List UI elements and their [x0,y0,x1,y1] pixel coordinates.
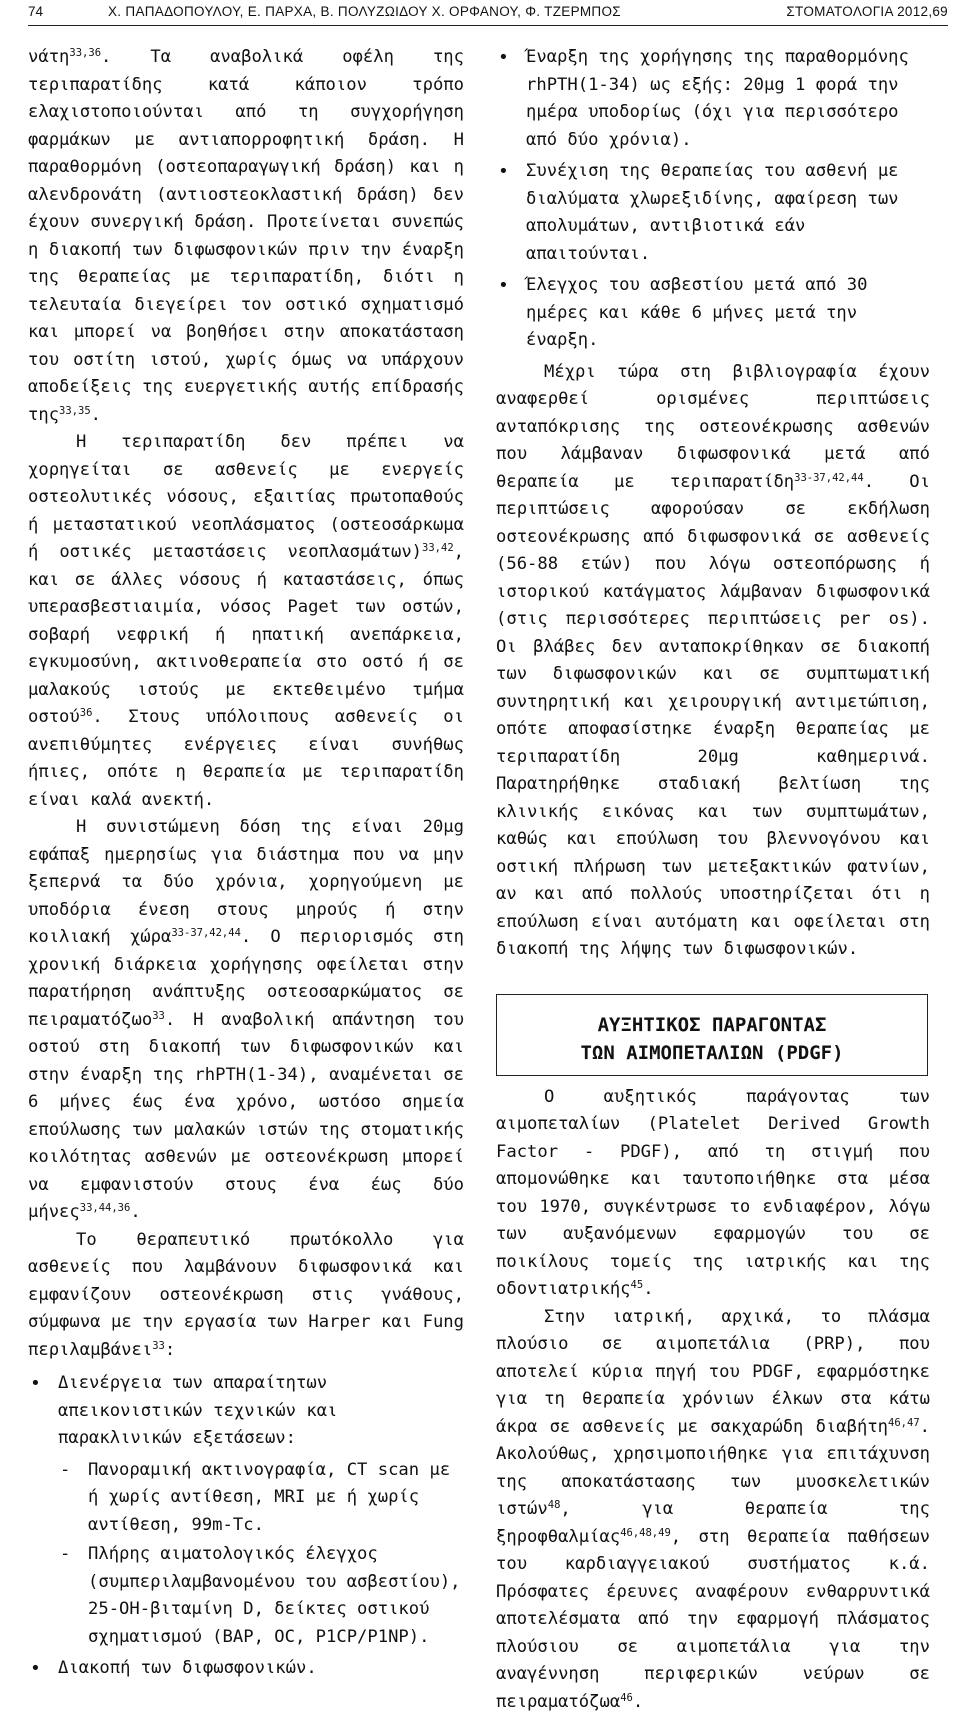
text-run: . Τα αναβολικά οφέλη της τεριπαρατίδης κατά κάποιον τρόπο ελαχιστοποιούνται από τη συγχορήγηση φαρμάκων με αντιαπορροφητική δράση. Η παραθορμόνη (οστεοπαραγωγική δράση) και η αλενδρονάτη (αντιοστεοκλαστική δράση) δεν έχουν συνεργική δράση. Προτείνεται συνεπώς η διακοπή των διφωσφονικών πριν την έναρξη της θεραπείας με τεριπαρατίδη, διότι η τελευταία διεγείρει τον οστικό σχηματισμό και μπορεί να βοηθήσει στην αποκατάσταση του οστίτη ιστού, χωρίς όμως να υπάρχουν αποδείξεις της ευεργετικής αυτής επίδρασής της [28,47,464,425]
text-run: Μέχρι τώρα στη βιβλιογραφία έχουν αναφερθεί ορισμένες περιπτώσεις ανταπόκρισης της οστεονέκρωσης ασθενών που λάμβαναν διφωσφονικά μετά από θεραπεία με τεριπαρατίδη [496,362,930,492]
citation-ref: 33,35 [59,405,91,417]
citation-ref: 48 [548,1499,561,1511]
citation-ref: 33-37,42,44 [794,472,864,484]
text-run: . [91,405,101,425]
text-run: , για θεραπεία της ξηροφθαλμίας [496,1499,930,1547]
citation-ref: 33,44,36 [80,1202,131,1214]
text-run: . Ακολούθως, χρησιμοποιήθηκε για επιτάχυνση της αποκατάστασης των μυοσκελετικών ιστών [496,1417,930,1520]
paragraph [496,359,930,964]
text-run: , στη θεραπεία παθήσεων του καρδιαγγειακού συστήματος κ.ά. Πρόσφατες έρευνες αναφέρουν ενθαρρυντικά αποτελέσματα από την εφαρμογή πλάσματος πλούσιου σε αιμοπετάλια για την αναγέννηση περιφερικών νεύρων σε πειραματόζωα [496,1527,930,1712]
sub-list [58,1457,464,1652]
citation-ref: 46,47 [888,1417,920,1429]
text-run: : [165,1340,175,1360]
paragraph [28,814,464,1227]
section-heading-line: ΑΥΞΗΤΙΚΟΣ ΠΑΡΑΓΟΝΤΑΣ [505,1011,919,1039]
text-run: Η τεριπαρατίδη δεν πρέπει να χορηγείται σε ασθενείς με ενεργείς οστεολυτικές νόσους, εξαιτίας πρωτοπαθούς ή μεταστατικού νεοπλάσματος (οστεοσάρκωμα ή οστικές μεταστάσεις νεοπλασμάτων) [28,432,464,562]
protocol-list [28,1370,464,1683]
text-run: . [633,1692,643,1712]
sub-list-item: - Πλήρης αιματολογικός έλεγχος (συμπεριλαμβανομένου του ασβεστίου), 25-OH-βιταμίνη D, δείκτες οστικού σχηματισμού (BAP, OC, P1CP/P1NP). [58,1541,464,1651]
header-journal: ΣΤΟΜΑΤΟΛΟΓΙΑ 2012,69 [786,4,948,19]
citation-ref: 33 [152,1010,165,1022]
header-rule [28,25,948,26]
citation-ref: 33 [152,1340,165,1352]
citation-ref: 36 [80,707,93,719]
citation-ref: 33,42 [422,542,454,554]
paragraph [496,1304,930,1716]
list-item: • Έναρξη της χορήγησης της παραθορμόνης rhPTH(1-34) ως εξής: 20μg 1 φορά την ημέρα υποδορίως (όχι για περισσότερο από δύο χρόνια). [496,44,930,154]
protocol-list-continued [496,44,930,355]
text-run: νάτη [28,47,69,67]
running-header [28,0,948,26]
list-item [28,1370,464,1651]
list-item-text: Διενέργεια των απαραίτητων απεικονιστικών τεχνικών και παρακλινικών εξετάσεων: [58,1373,337,1448]
text-run: . [643,1279,653,1299]
paragraph [496,1084,930,1304]
paragraph [28,1227,464,1365]
text-run: Το θεραπευτικό πρωτόκολλο για ασθενείς που λαμβάνουν διφωσφονικά και εμφανίζουν οστεονέκρωση στις γνάθους, σύμφωνα με την εργασία των Harper και Fung περιλαμβάνει [28,1230,464,1360]
section-heading-line: ΤΩΝ ΑΙΜΟΠΕΤΑΛΙΩΝ (PDGF) [505,1039,919,1067]
text-run: . Στους υπόλοιπους ασθενείς οι ανεπιθύμητες ενέργειες είναι συνήθως ήπιες, οπότε η θεραπεία με τεριπαρατίδη είναι καλά ανεκτή. [28,707,464,810]
citation-ref: 33-37,42,44 [171,927,241,939]
text-run: . Οι περιπτώσεις αφορούσαν σε εκδήλωση οστεονέκρωσης από διφωσφονικά σε ασθενείς (56-88 ετών) που λόγω οστεοπόρωσης ή ιστορικού κατάγματος λάμβαναν διφωσφονικά (στις περισσότερες περιπτώσεις per os). Οι βλάβες δεν ανταποκρίθηκαν σε διακοπή των διφωσφονικών και σε συμπτωματική συντηρητική και χειρουργική αντιμετώπιση, οπότε αποφασίστηκε έναρξη θεραπείας με τεριπαρατίδη 20μg καθημερινά. Παρατηρήθηκε σταδιακή βελτίωση της κλινικής εικόνας και των συμπτωμάτων, καθώς και επούλωση του βλεννογόνου και οστική πλήρωση των μετεξακτικών φατνίων, αν και από πολλούς υποστηρίζεται ότι η επούλωση είναι αυτόματη και οφείλεται στη διακοπή της λήψης των διφωσφονικών. [496,472,930,960]
text-run: Στην ιατρική, αρχικά, το πλάσμα πλούσιο σε αιμοπετάλια (PRP), που αποτελεί κύρια πηγή του PDGF, εφαρμόστηκε για τη θεραπεία χρόνιων έλκων στα κάτω άκρα σε ασθενείς με σακχαρώδη διαβήτη [496,1307,930,1437]
citation-ref: 46,48,49 [620,1527,671,1539]
left-column [28,44,464,1687]
citation-ref: 33,36 [69,47,101,59]
list-item: • Έλεγχος του ασβεστίου μετά από 30 ημέρες και κάθε 6 μήνες μετά την έναρξη. [496,272,930,355]
text-run: Ο αυξητικός παράγοντας των αιμοπεταλίων (Platelet Derived Growth Factor - PDGF), από τη στιγμή που απομονώθηκε και ταυτοποιήθηκε στα μέσα του 1970, συγκέντρωσε το ενδιαφέρον, λόγω των αυξανόμενων εφαρμογών του σε ποικίλους τομείς της ιατρικής και της οδοντιατρικής [496,1087,930,1300]
sub-list-item: - Πανοραμική ακτινογραφία, CT scan με ή χωρίς αντίθεση, MRI με ή χωρίς αντίθεση, 99m-Tc. [58,1457,464,1540]
text-run: . [130,1202,140,1222]
paragraph [28,429,464,814]
text-run: Η συνιστώμενη δόση της είναι 20μg εφάπαξ ημερησίως για διάστημα που να μην ξεπερνά τα δύο χρόνια, χορηγούμενη με υποδόρια ένεση στους μηρούς ή στην κοιλιακή χώρα [28,817,464,947]
list-item: • Διακοπή των διφωσφονικών. [28,1655,464,1683]
right-column [496,44,930,1716]
citation-ref: 46 [620,1692,633,1704]
text-run: , και σε άλλες νόσους ή καταστάσεις, όπως υπερασβεστιαιμία, νόσος Paget των οστών, σοβαρή νεφρική ή ηπατική ανεπάρκεια, εγκυμοσύνη, ακτινοθεραπεία στο οστό ή σε μαλακούς ιστούς με εκτεθειμένο τμήμα οστού [28,542,464,727]
text-run: . Ο περιορισμός στη χρονική διάρκεια χορήγησης οφείλεται στην παρατήρηση ανάπτυξης οστεοσαρκώματος σε πειραματόζωο [28,927,464,1030]
text-run: . Η αναβολική απάντηση του οστού στη διακοπή των διφωσφονικών και στην έναρξη της rhPTH(1-34), αναμένεται σε 6 μήνες έως ένα χρόνο, ωστόσο σημεία επούλωσης των μαλακών ιστών της στοματικής κοιλότητας ασθενών με οστεονέκρωση μπορεί να εμφανιστούν στους ένα έως δύο μήνες [28,1010,464,1223]
section-heading-box [496,994,928,1076]
citation-ref: 45 [631,1279,644,1291]
list-item: • Συνέχιση της θεραπείας του ασθενή με διαλύματα χλωρεξιδίνης, αφαίρεση των απολυμάτων, αντιβιοτικά εάν απαιτούνται. [496,158,930,268]
page-number: 74 [28,4,43,19]
header-authors: Χ. ΠΑΠΑΔΟΠΟΥΛΟΥ, Ε. ΠΑΡΧΑ, Β. ΠΟΛΥΖΩΙΔΟΥ Χ. ΟΡΦΑΝΟΥ, Φ. ΤΖΕΡΜΠΟΣ [108,4,621,19]
paragraph [28,44,464,429]
